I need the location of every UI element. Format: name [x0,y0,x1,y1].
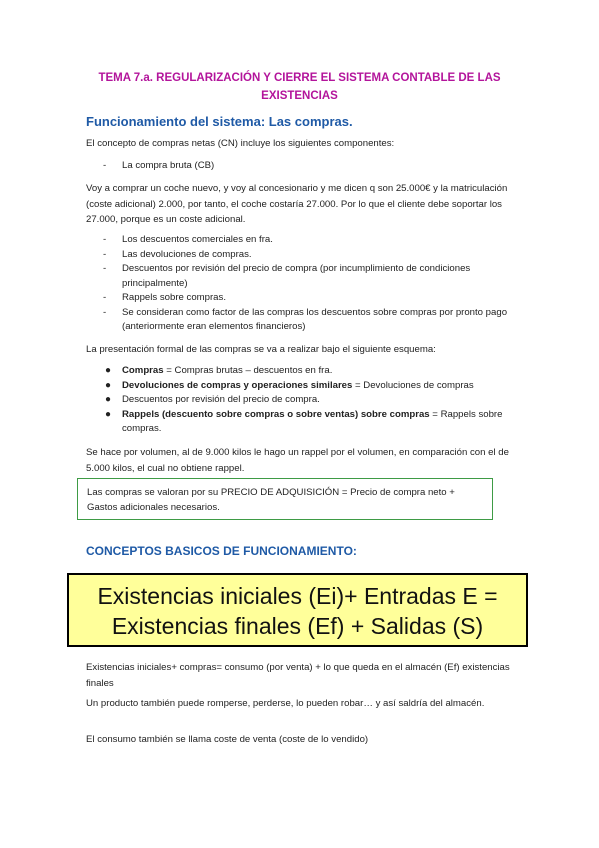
list-item: ● Rappels (descuento sobre compras o sobre ventas) sobre compras = Rappels sobre compras. [105,408,503,434]
dash-list-components [86,233,516,335]
list-item: - Los descuentos comerciales en fra. [103,234,273,245]
list-item: ● Compras = Compras brutas – descuentos en fra. [105,365,333,376]
document-title: TEMA 7.a. REGULARIZACIÓN Y CIERRE EL SISTEMA CONTABLE DE LAS EXISTENCIAS [98,72,501,102]
list-item: - Las devoluciones de compras. [103,248,252,260]
precio-adquisicion-box [77,478,493,520]
formula-line-2: Existencias finales (Ef) + Salidas (S) [111,613,484,639]
list-item: ● Devoluciones de compras y operaciones similares = Devoluciones de compras [105,379,474,391]
paragraph-romperse: Un producto también puede romperse, perderse, lo pueden robar… y así saldría del almacén. [86,698,485,709]
list-item: - Rappels sobre compras. [103,292,226,303]
dash-list-compra-bruta [86,159,516,174]
list-item: - Descuentos por revisión del precio de compra (por incumplimiento de condiciones principalmente) [103,263,471,289]
section-heading-conceptos: CONCEPTOS BASICOS DE FUNCIONAMIENTO: [86,544,357,558]
formula-line-1: Existencias iniciales (Ei)+ Entradas E = [97,583,498,609]
paragraph-coche-example: Voy a comprar un coche nuevo, y voy al concesionario y me dicen q son 25.000€ y la matriculación (coste adicional) 2.000, por tanto, el coche costaría 27.000. Por lo que el cliente debe soportar los 27.000, porque es un coste adicional. [86,183,508,225]
list-item: - Se consideran como factor de las compras los descuentos sobre compras por pronto pago (anteriormente eran elementos financieros) [103,306,508,332]
paragraph-presentacion: La presentación formal de las compras se va a realizar bajo el siguiente esquema: [86,344,436,355]
formula-box [67,573,528,647]
list-item: - La compra bruta (CB) [103,160,215,171]
paragraph-consumo: Existencias iniciales+ compras= consumo (por venta) + lo que queda en el almacén (Ef) existencias finales [86,662,510,689]
paragraph-compras-netas: El concepto de compras netas (CN) incluye los siguientes componentes: [86,138,395,149]
list-item: ● Descuentos por revisión del precio de compra. [105,394,320,405]
bullet-list-esquema [86,364,516,437]
section-heading-compras: Funcionamiento del sistema: Las compras. [86,114,353,129]
precio-adquisicion-text: Las compras se valoran por su PRECIO DE ADQUISICIÓN = Precio de compra neto + Gastos adicionales necesarios. [87,487,455,513]
paragraph-coste-venta: El consumo también se llama coste de venta (coste de lo vendido) [86,734,369,745]
paragraph-rappel-volumen: Se hace por volumen, al de 9.000 kilos le hago un rappel por el volumen, en comparación con el de 5.000 kilos, el cual no obtiene rappel. [86,447,509,474]
